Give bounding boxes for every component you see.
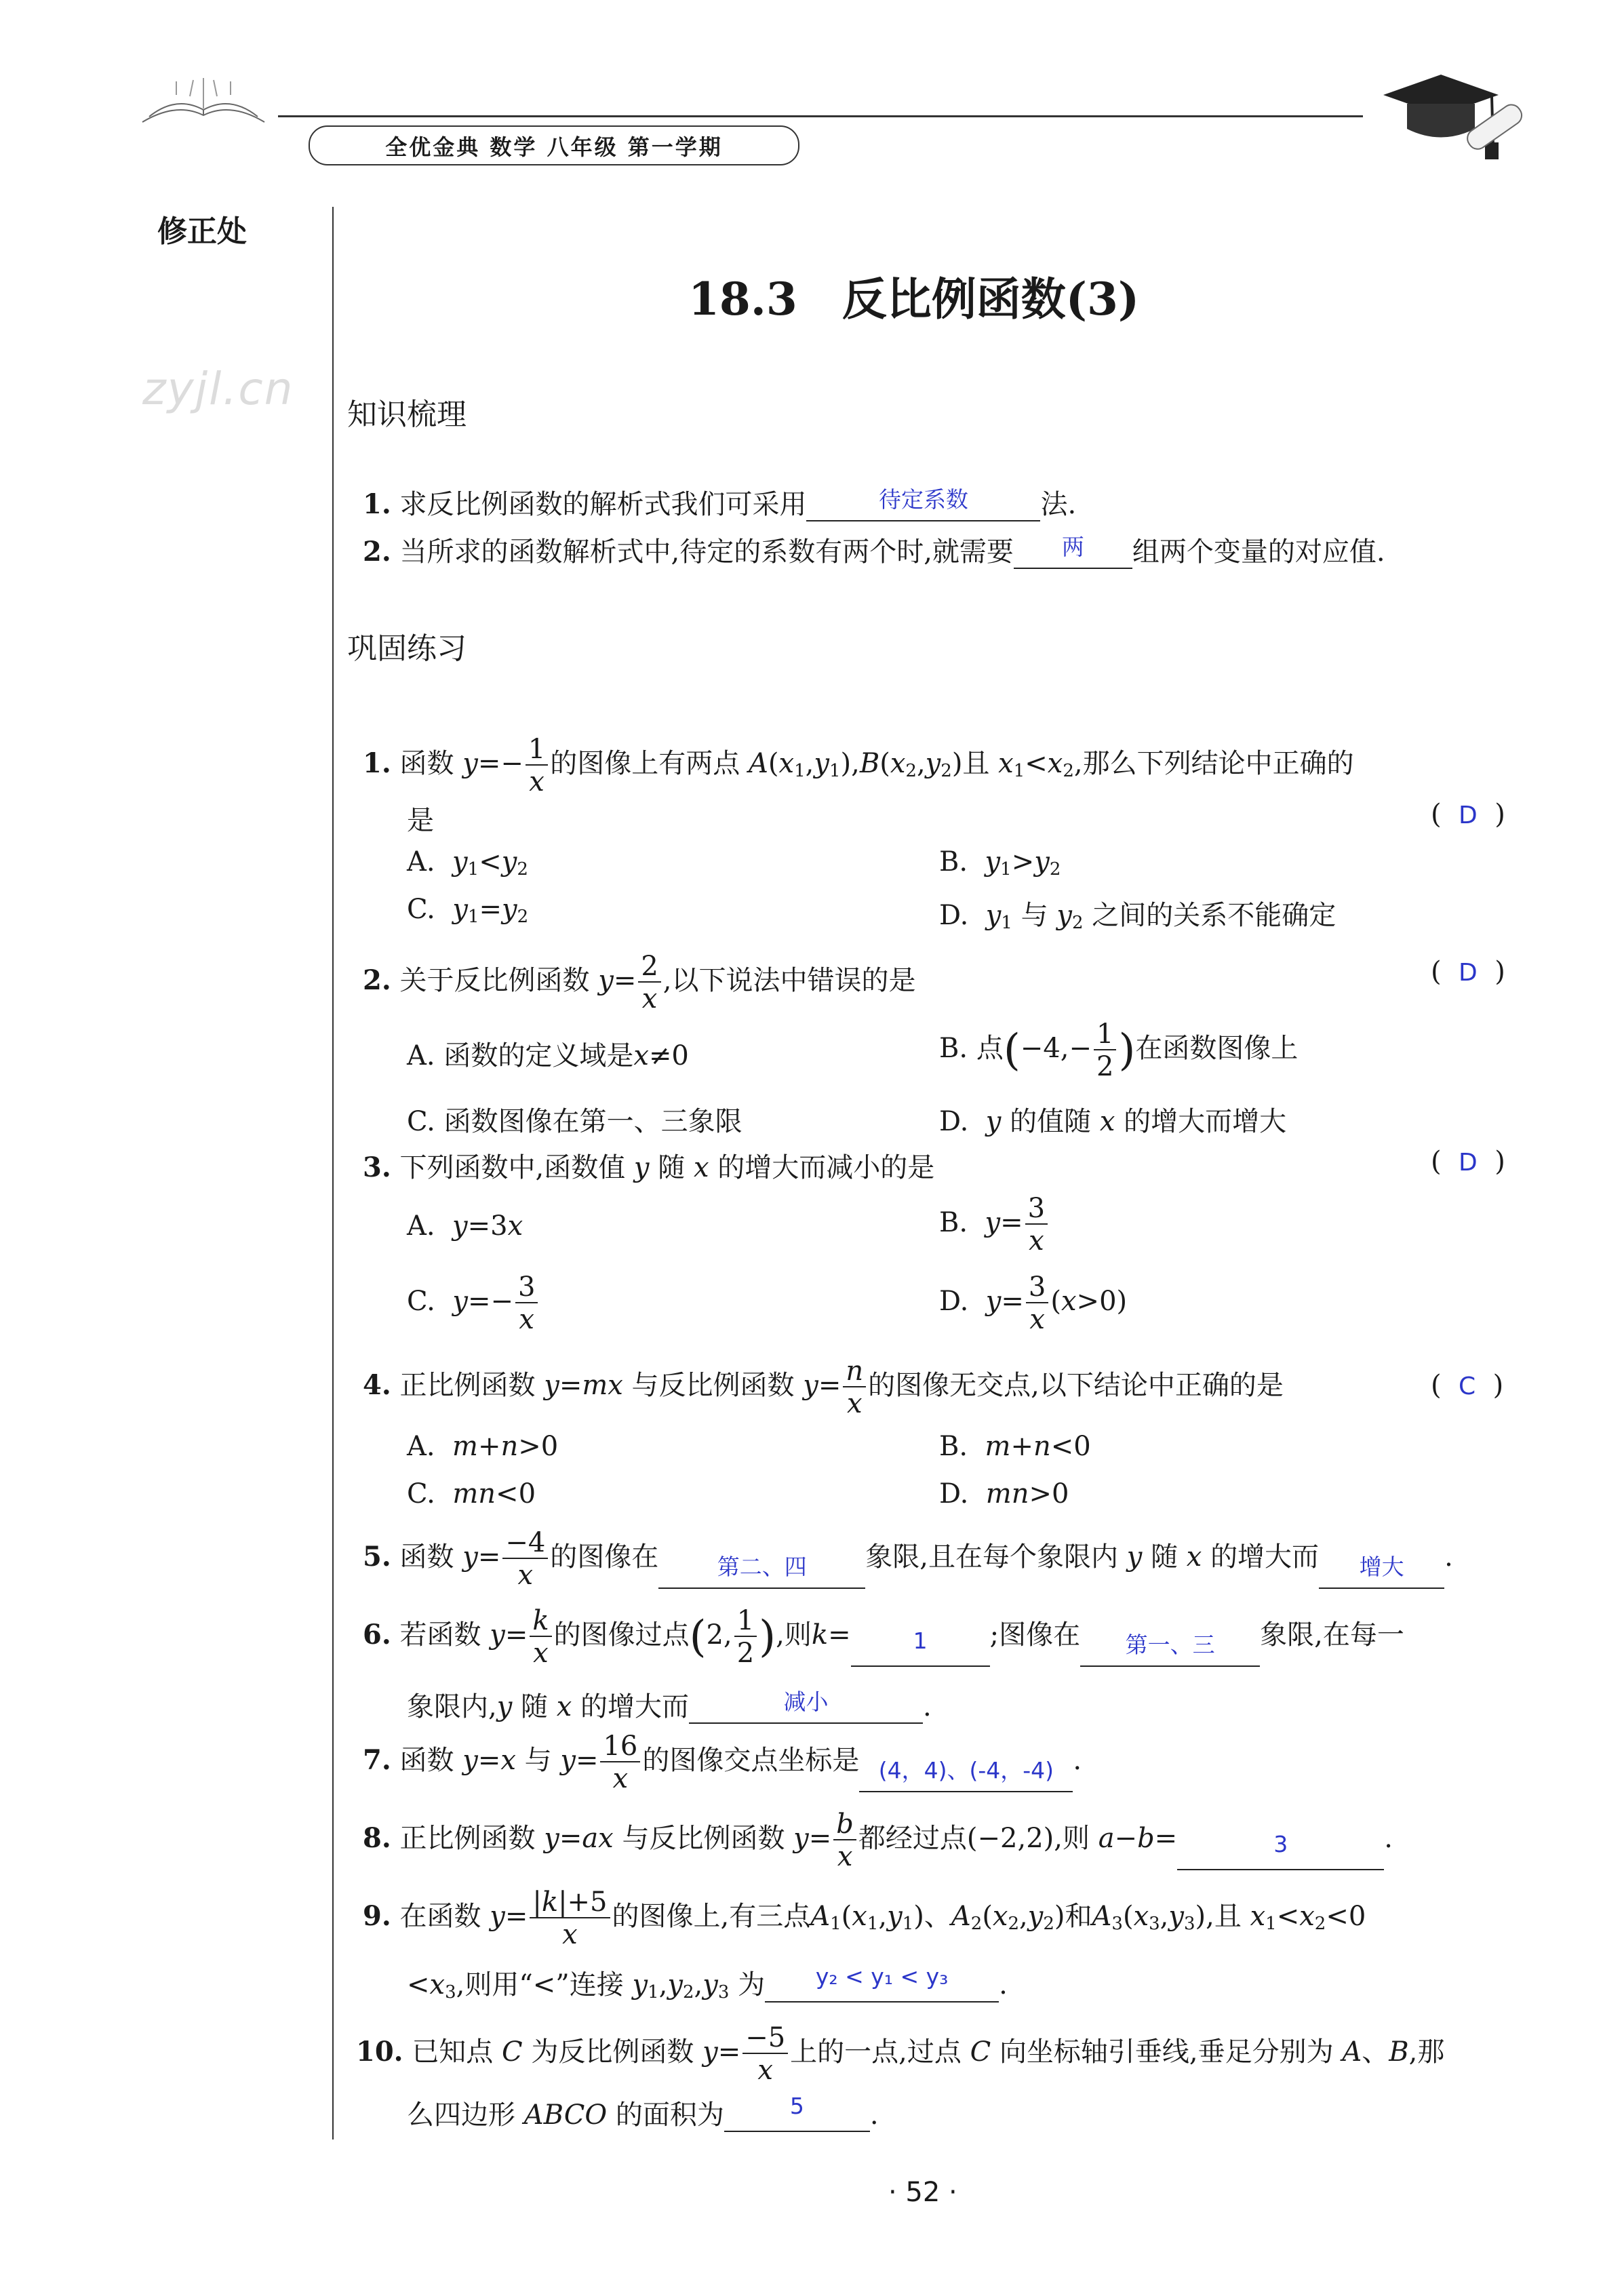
question-8: 8. 正比例函数 y=ax 与反比例函数 y= $\frac{b}{x}$ 都经过点(−2,2),则 a−b= 3 .: [363, 1809, 1393, 1872]
knowledge-item-2: 2. 当所求的函数解析式中,待定的系数有两个时,就需要 两 组两个变量的对应值.: [363, 530, 1385, 569]
q1-option-b: B. $y_1>y_2$: [939, 846, 1061, 880]
question-3-answer: ( D ): [1431, 1146, 1505, 1177]
answer-text: 5: [789, 2093, 804, 2119]
q2-option-c: C. 函数图像在第一、三象限: [407, 1106, 742, 1137]
q4-option-a: A. m+n>0: [407, 1431, 559, 1462]
answer-text: y₂ < y₁ < y₃: [815, 1963, 949, 1990]
question-10-line2: 么四边形 ABCO 的面积为 5 .: [407, 2093, 879, 2131]
answer-text: 1: [913, 1628, 928, 1654]
knowledge-item-1: 1. 求反比例函数的解析式我们可采用 待定系数 法.: [363, 483, 1076, 521]
question-1-line2: 是: [407, 805, 434, 836]
watermark: zyjl.cn: [142, 363, 294, 415]
practice-heading: 巩固练习: [347, 631, 467, 666]
question-1: 1. 函数 y=− $\frac{1}{x}$ 的图像上有两点 $A(x_1,y_1),B(x_2,y_2)$且 $x_1<x_2$,那么下列结论中正确的: [363, 734, 1354, 797]
answer-text: 3: [1273, 1831, 1288, 1857]
question-10: 10. 已知点 C 为反比例函数 y= $\frac{-5}{x}$ 上的一点,过点 C 向坐标轴引垂线,垂足分别为 A、B,那: [356, 2022, 1445, 2086]
page-number: · 52 ·: [888, 2177, 957, 2208]
q3-option-a: A. y=3x: [407, 1210, 523, 1242]
question-2: 2. 关于反比例函数 y= $\frac{2}{x}$ ,以下说法中错误的是: [363, 951, 916, 1014]
q4-option-b: B. m+n<0: [939, 1431, 1091, 1462]
knowledge-heading: 知识梳理: [347, 397, 467, 432]
question-4-answer: ( C ): [1431, 1370, 1504, 1401]
question-5: 5. 函数 y= $\frac{-4}{x}$ 的图像在 第二、四 象限,且在每个象限内 y 随 x 的增大而 增大 .: [363, 1527, 1453, 1591]
graduation-cap-icon: [1377, 64, 1532, 173]
answer-text: 增大: [1359, 1554, 1404, 1580]
question-9-line2: $<x_3$,则用“<”连接 $y_1,y_2,y_3$ 为 y₂ < y₁ < y₃ .: [407, 1963, 1008, 2003]
q3-option-b: B. y= $\frac{3}{x}$: [939, 1195, 1050, 1255]
question-9: 9. 在函数 y= $\frac{|k|+5}{x}$ 的图像上,有三点$A_1(x_1,y_1)$、$A_2(x_2,y_2)$和$A_3(x_3,y_3)$,且 $x_1<x_2<0$: [363, 1887, 1366, 1950]
answer-text: 减小: [783, 1689, 829, 1715]
section-title: 18.3 反比例函数(3): [688, 273, 1140, 326]
answer-text: 第二、四: [717, 1554, 807, 1580]
q3-option-c: C. y=− $\frac{3}{x}$: [407, 1274, 540, 1333]
question-2-answer: ( D ): [1431, 956, 1505, 987]
correction-divider: [332, 207, 334, 2139]
q1-option-d: D. $y_1$ 与 $y_2$ 之间的关系不能确定: [939, 900, 1336, 933]
q2-option-d: D. y 的值随 x 的增大而增大: [939, 1106, 1287, 1137]
answer-text: 两: [1061, 534, 1084, 560]
q4-option-c: C. mn<0: [407, 1478, 536, 1510]
q2-option-a: A. 函数的定义域是x≠0: [407, 1040, 689, 1071]
answer-text: 待定系数: [878, 486, 968, 513]
q1-option-a: A. $y_1<y_2$: [407, 846, 528, 880]
book-icon: [136, 75, 271, 129]
answer-text: 第一、三: [1125, 1632, 1215, 1658]
header-rule: [278, 115, 1363, 117]
question-3: 3. 下列函数中,函数值 y 随 x 的增大而减小的是: [363, 1151, 935, 1183]
book-title: 全优金典 数学 八年级 第一学期: [385, 134, 723, 160]
correction-label: 修正处: [157, 214, 247, 249]
question-1-answer: ( D ): [1431, 799, 1505, 830]
q3-option-d: D. y= $\frac{3}{x}$ (x>0): [939, 1271, 1128, 1335]
q4-option-d: D. mn>0: [939, 1478, 1069, 1510]
q2-option-b: B. 点(−4,− $\frac{1}{2}$ )在函数图像上: [939, 1019, 1299, 1082]
question-6-line2: 象限内,y 随 x 的增大而 减小 .: [407, 1685, 932, 1724]
question-6: 6. 若函数 y= $\frac{k}{x}$ 的图像过点(2, $\frac{1}{2}$ ),则k= 1 ;图像在 第一、三 象限,在每一: [363, 1605, 1404, 1669]
q1-option-c: C. $y_1=y_2$: [407, 894, 529, 927]
question-4: 4. 正比例函数 y=mx 与反比例函数 y= $\frac{n}{x}$ 的图像无交点,以下结论中正确的是: [363, 1356, 1284, 1419]
answer-text: (4，4)、(-4，-4): [878, 1757, 1054, 1783]
question-7: 7. 函数 y=x 与 y= $\frac{16}{x}$ 的图像交点坐标是 (4，4)、(-4，-4) .: [363, 1731, 1082, 1794]
